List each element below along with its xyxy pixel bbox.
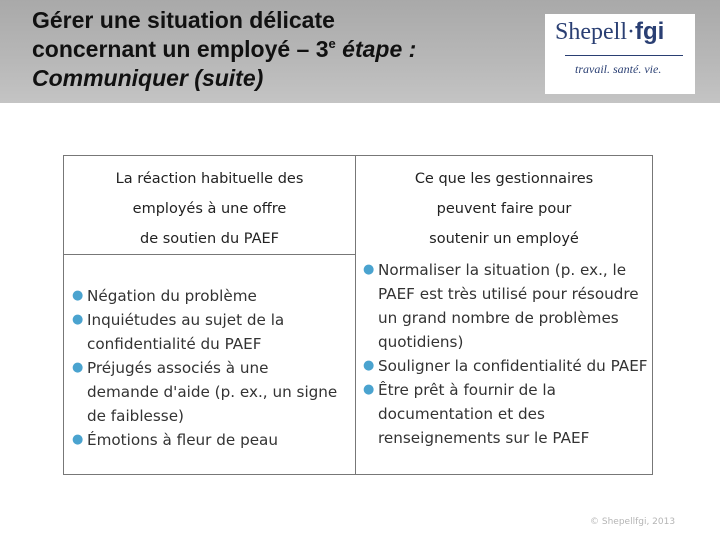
list-item-text: Négation du problème bbox=[87, 287, 257, 305]
list-item-text: Normaliser la situation (p. ex., le PAEF est très utilisé pour résoudre un grand nombre de problèmes quotidiens) bbox=[378, 261, 639, 351]
list-item bbox=[70, 356, 345, 428]
title-line-3: Communiquer (suite) bbox=[32, 65, 264, 91]
list-item-text: Souligner la confidentialité du PAEF bbox=[378, 357, 648, 375]
title-line-2-main: concernant un employé – 3 bbox=[32, 36, 329, 62]
right-column-header bbox=[356, 164, 652, 254]
title-line-2 bbox=[32, 35, 512, 64]
bullet-icon: ● bbox=[363, 382, 375, 397]
logo-divider bbox=[565, 55, 683, 56]
title-bar bbox=[0, 0, 720, 103]
left-header-line-3: de soutien du PAEF bbox=[139, 231, 280, 247]
left-header-line-2: employés à une offre bbox=[132, 201, 287, 217]
employee-reactions-list bbox=[70, 284, 345, 452]
header-divider-left bbox=[64, 254, 355, 255]
logo-wordmark bbox=[555, 18, 664, 46]
bullet-icon: ● bbox=[72, 312, 84, 327]
logo-wordmark-a: Shepell· bbox=[555, 19, 635, 45]
bullet-icon: ● bbox=[72, 288, 84, 303]
list-item bbox=[361, 354, 651, 378]
logo-tagline: travail. santé. vie. bbox=[575, 62, 662, 76]
list-item bbox=[70, 308, 345, 356]
list-item bbox=[361, 258, 651, 354]
title-line-2-italic: étape : bbox=[335, 36, 417, 62]
bullet-icon: ● bbox=[363, 262, 375, 277]
list-item-text: Inquiétudes au sujet de la confidentialité du PAEF bbox=[87, 311, 285, 353]
manager-actions-list bbox=[361, 258, 651, 450]
bullet-icon: ● bbox=[72, 360, 84, 375]
left-column-header bbox=[64, 164, 355, 254]
list-item-text: Être prêt à fournir de la documentation et des renseignements sur le PAEF bbox=[378, 381, 590, 447]
right-header-line-1: Ce que les gestionnaires bbox=[414, 171, 594, 187]
right-header-line-2: peuvent faire pour bbox=[436, 201, 572, 217]
shepell-fgi-logo bbox=[545, 14, 695, 94]
list-item-text: Préjugés associés à une demande d'aide (p. ex., un signe de faiblesse) bbox=[87, 359, 338, 425]
list-item bbox=[70, 284, 345, 308]
comparison-table bbox=[63, 155, 653, 475]
bullet-icon: ● bbox=[72, 432, 84, 447]
title-line-1: Gérer une situation délicate bbox=[32, 7, 335, 33]
slide-title bbox=[32, 6, 512, 93]
copyright-notice: © Shepellfgi, 2013 bbox=[590, 517, 676, 527]
list-item-text: Émotions à fleur de peau bbox=[87, 431, 278, 449]
logo-wordmark-b: fgi bbox=[634, 18, 665, 45]
title-superscript: e bbox=[328, 36, 336, 51]
list-item bbox=[70, 428, 345, 452]
right-header-line-3: soutenir un employé bbox=[429, 231, 579, 247]
left-header-line-1: La réaction habituelle des bbox=[115, 171, 304, 187]
bullet-icon: ● bbox=[363, 358, 375, 373]
list-item bbox=[361, 378, 651, 450]
